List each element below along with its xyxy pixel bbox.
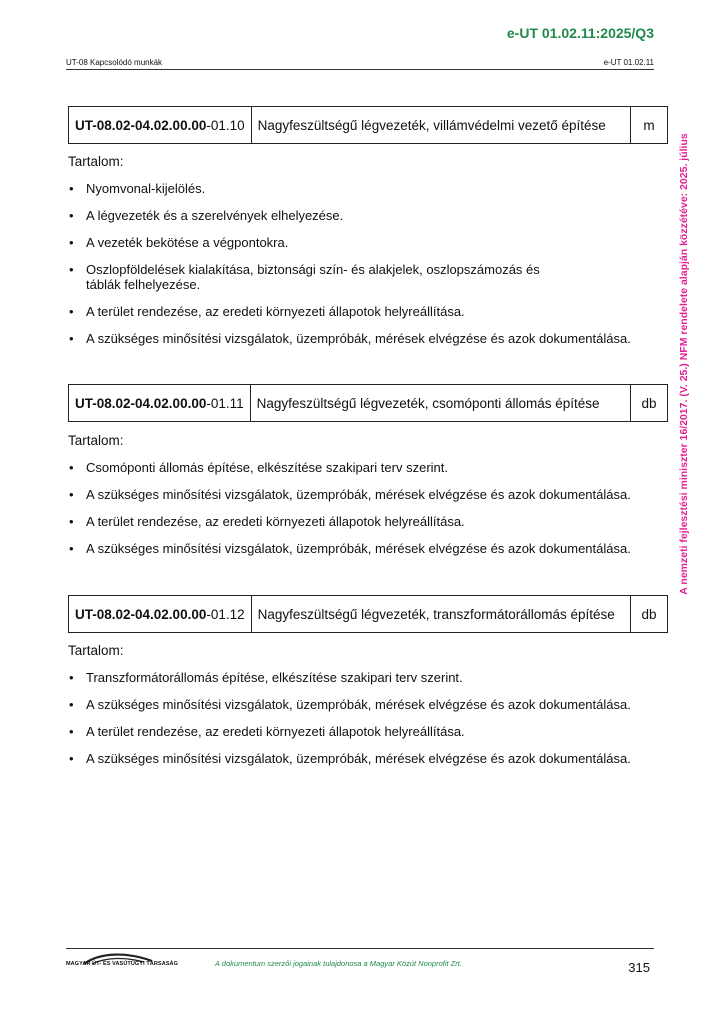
content-list [68, 670, 658, 778]
page-number: 315 [628, 960, 650, 975]
list-item: • Oszlopföldelések kialakítása, biztonsági szín- és alakjelek, oszlopszámozás és táblák felhelyezése. [68, 262, 546, 292]
footer-divider [66, 948, 654, 949]
list-item: • A terület rendezése, az eredeti környezeti állapotok helyreállítása. [68, 724, 658, 739]
item-title: Nagyfeszültségű légvezeték, csomóponti állomás építése [250, 385, 630, 422]
item-code: UT-08.02-04.02.00.00-01.10 [69, 107, 252, 144]
item-header-table [68, 384, 668, 422]
item-header-table [68, 106, 668, 144]
list-item: • A szükséges minősítési vizsgálatok, üzempróbák, mérések elvégzése és azok dokumentálása. [68, 751, 658, 766]
list-item: • A szükséges minősítési vizsgálatok, üzempróbák, mérések elvégzése és azok dokumentálása. [68, 331, 658, 346]
item-unit: m [631, 107, 668, 144]
copyright-notice: A dokumentum szerzői jogainak tulajdonosa a Magyar Közút Nonprofit Zrt. [215, 959, 462, 968]
content-list [68, 460, 658, 568]
publication-note: A nemzeti fejlesztési miniszter 16/2017. (V. 25.) NFM rendelete alapján közzétéve: 2025. július [678, 133, 690, 595]
list-item: • Transzformátorállomás építése, elkészítése szakipari terv szerint. [68, 670, 658, 685]
content-label: Tartalom: [68, 433, 124, 448]
item-unit: db [631, 596, 668, 633]
document-reference: e-UT 01.02.11 [603, 58, 654, 67]
list-item: • A szükséges minősítési vizsgálatok, üzempróbák, mérések elvégzése és azok dokumentálása. [68, 697, 658, 712]
list-item: • A vezeték bekötése a végpontokra. [68, 235, 658, 250]
item-code: UT-08.02-04.02.00.00-01.11 [69, 385, 251, 422]
list-item: • Nyomvonal-kijelölés. [68, 181, 658, 196]
item-unit: db [631, 385, 668, 422]
header-divider [66, 69, 654, 70]
document-code: e-UT 01.02.11:2025/Q3 [506, 25, 654, 41]
item-title: Nagyfeszültségű légvezeték, transzformátorállomás építése [251, 596, 630, 633]
list-item: • A terület rendezése, az eredeti környezeti állapotok helyreállítása. [68, 304, 658, 319]
content-list [68, 181, 658, 358]
item-header-table [68, 595, 668, 633]
item-title: Nagyfeszültségű légvezeték, villámvédelmi vezető építése [251, 107, 630, 144]
section-title: UT-08 Kapcsolódó munkák [66, 58, 163, 67]
list-item: • Csomóponti állomás építése, elkészítése szakipari terv szerint. [68, 460, 658, 475]
content-label: Tartalom: [68, 154, 124, 169]
content-label: Tartalom: [68, 643, 124, 658]
logo-text: MAGYAR ÚT- ÉS VASÚTÜGYI TÁRSASÁG [66, 961, 178, 967]
item-code: UT-08.02-04.02.00.00-01.12 [69, 596, 252, 633]
list-item: • A szükséges minősítési vizsgálatok, üzempróbák, mérések elvégzése és azok dokumentálása. [68, 487, 658, 502]
list-item: • A szükséges minősítési vizsgálatok, üzempróbák, mérések elvégzése és azok dokumentálása. [68, 541, 658, 556]
list-item: • A terület rendezése, az eredeti környezeti állapotok helyreállítása. [68, 514, 658, 529]
list-item: • A légvezeték és a szerelvények elhelyezése. [68, 208, 658, 223]
